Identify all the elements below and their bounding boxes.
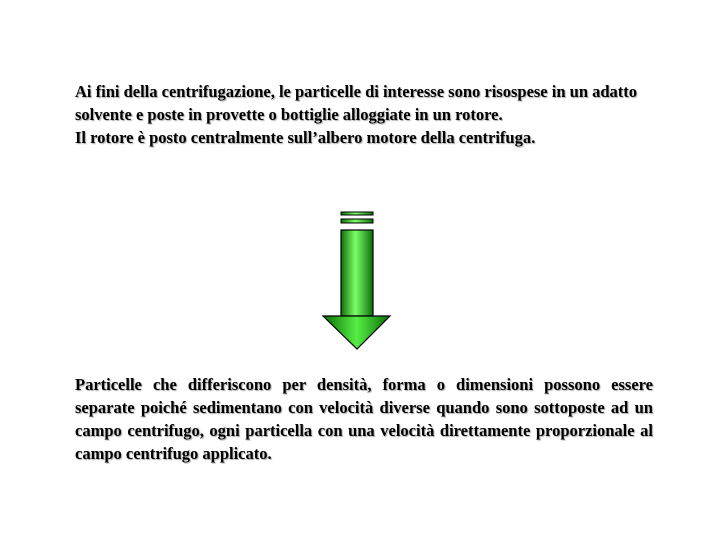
arrow-shaft	[341, 230, 373, 316]
arrow-stripe-2	[341, 219, 373, 223]
result-text-block	[75, 373, 653, 465]
intro-paragraph-2: Il rotore è posto centralmente sull’albero motore della centrifuga.	[75, 128, 536, 147]
arrow-stripe-1	[341, 212, 373, 215]
down-arrow-icon	[320, 210, 392, 352]
intro-paragraph-1: Ai fini della centrifugazione, le particelle di interesse sono risospese in un adatto solvente e poste in provette o bottiglie alloggiate in un rotore.	[75, 82, 638, 124]
intro-text-block	[75, 80, 653, 149]
result-paragraph: Particelle che differiscono per densità, forma o dimensioni possono essere separate poiché sedimentano con velocità diverse quando sono sottoposte ad un campo centrifugo, ogni particella con una velocità direttamente proporzionale al campo centrifugo applicato.	[75, 375, 653, 463]
arrow-head	[323, 316, 390, 349]
